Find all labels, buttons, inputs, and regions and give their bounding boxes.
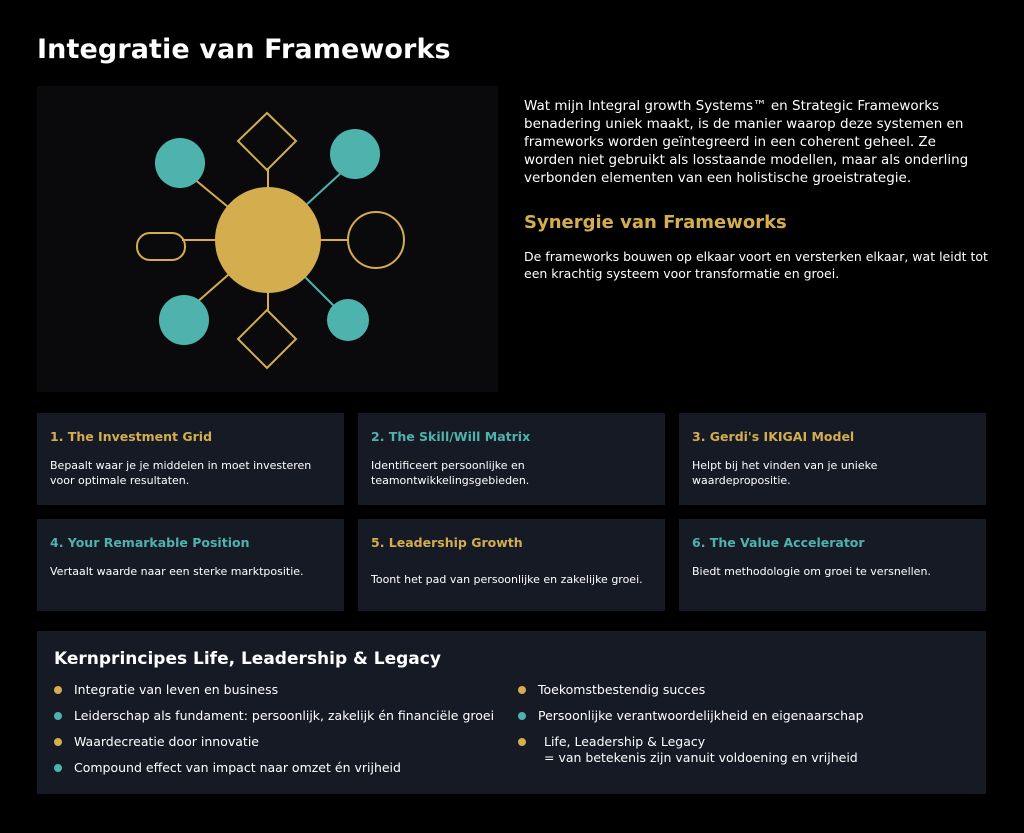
- list-item: [54, 682, 494, 708]
- node-right-ring: [348, 212, 404, 268]
- framework-card-1: [37, 413, 344, 505]
- card-title: 1. The Investment Grid: [50, 429, 213, 444]
- card-title: 3. Gerdi's IKIGAI Model: [692, 429, 855, 444]
- card-description: Toont het pad van persoonlijke en zakelijke groei.: [371, 573, 643, 586]
- synergy-text: De frameworks bouwen op elkaar voort en versterken elkaar, wat leidt tot een krachtig systeem voor transformatie en groei.: [524, 249, 988, 281]
- intro-paragraph: Wat mijn Integral growth Systems™ en Strategic Frameworks benadering uniek maakt, is de manier waarop deze systemen en frameworks worden geïntegreerd in een coherent geheel. Ze worden niet gebruikt als losstaande modellen, maar als onderling verbonden elementen van een holistische groeistrategie.: [524, 98, 969, 186]
- bullet-dot-icon: [54, 712, 62, 720]
- node-top-diamond: [238, 113, 296, 170]
- framework-card-5: [358, 519, 665, 611]
- node-top-right: [330, 129, 380, 179]
- node-left-pill: [137, 233, 185, 260]
- synergy-heading: Synergie van Frameworks: [524, 212, 787, 233]
- framework-card-2: [358, 413, 665, 505]
- list-item-subtext: = van betekenis zijn vanuit voldoening en vrijheid: [544, 750, 858, 765]
- list-item-text: Toekomstbestendig succes: [538, 682, 706, 697]
- list-item: [54, 708, 494, 734]
- node-bottom-left: [159, 295, 209, 345]
- bullet-dot-icon: [518, 738, 526, 746]
- page-title: Integratie van Frameworks: [37, 34, 451, 65]
- framework-card-4: [37, 519, 344, 611]
- list-item: [518, 734, 864, 768]
- framework-card-3: [679, 413, 986, 505]
- card-description: Identificeert persoonlijke en teamontwikkelingsgebieden.: [371, 459, 530, 487]
- framework-card-6: [679, 519, 986, 611]
- card-title: 2. The Skill/Will Matrix: [371, 429, 531, 444]
- node-bottom-diamond: [238, 310, 296, 368]
- card-title: 4. Your Remarkable Position: [50, 535, 250, 550]
- list-item: [54, 734, 494, 760]
- list-item: [518, 682, 864, 708]
- card-description: Bepaalt waar je je middelen in moet investeren voor optimale resultaten.: [50, 459, 312, 487]
- list-item-text: Leiderschap als fundament: persoonlijk, zakelijk én financiële groei: [74, 708, 495, 723]
- bullet-dot-icon: [54, 764, 62, 772]
- node-top-left: [155, 138, 205, 188]
- bullet-dot-icon: [518, 686, 526, 694]
- list-item: [54, 760, 494, 786]
- list-item-text: Waardecreatie door innovatie: [74, 734, 259, 749]
- list-item: [518, 708, 864, 734]
- list-item-text: Integratie van leven en business: [74, 682, 279, 697]
- node-bottom-right: [327, 299, 369, 341]
- bullet-dot-icon: [518, 712, 526, 720]
- framework-diagram: [37, 86, 498, 392]
- card-title: 6. The Value Accelerator: [692, 535, 865, 550]
- principles-title: Kernprincipes Life, Leadership & Legacy: [54, 649, 441, 669]
- hub-and-spoke-diagram: [37, 86, 498, 392]
- bullet-dot-icon: [54, 738, 62, 746]
- list-item-text: Persoonlijke verantwoordelijkheid en eigenaarschap: [538, 708, 864, 723]
- card-title: 5. Leadership Growth: [371, 535, 523, 550]
- card-description: Vertaalt waarde naar een sterke marktpositie.: [50, 565, 304, 578]
- core-principles-panel: [37, 631, 986, 794]
- card-description: Biedt methodologie om groei te versnellen.: [692, 565, 931, 578]
- principles-list-right: [518, 682, 864, 768]
- list-item-text: Life, Leadership & Legacy: [544, 734, 706, 749]
- node-center: [215, 187, 321, 293]
- card-description: Helpt bij het vinden van je unieke waardepropositie.: [692, 459, 878, 487]
- list-item-text: Compound effect van impact naar omzet én vrijheid: [74, 760, 401, 775]
- bullet-dot-icon: [54, 686, 62, 694]
- principles-list-left: [54, 682, 494, 786]
